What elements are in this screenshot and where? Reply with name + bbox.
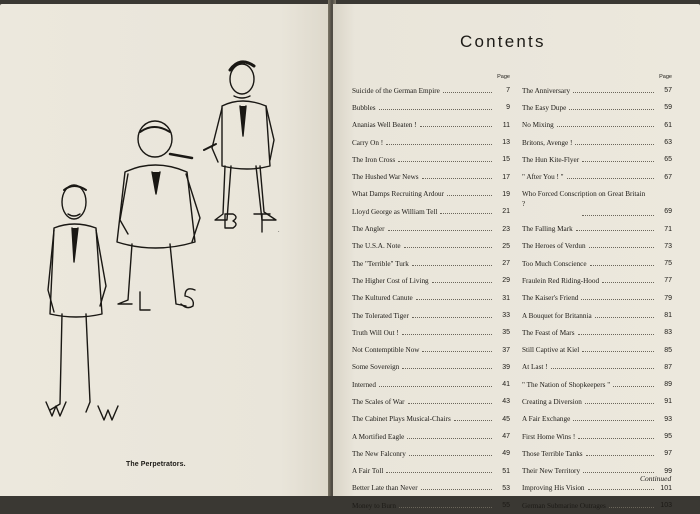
leader-dots bbox=[569, 108, 654, 110]
entry-page-number: 27 bbox=[502, 260, 510, 268]
contents-entry bbox=[352, 238, 510, 255]
leader-dots bbox=[416, 298, 492, 300]
entry-page-number: 69 bbox=[664, 208, 672, 216]
entry-page-number: 85 bbox=[664, 346, 672, 354]
entry-page-number: 61 bbox=[664, 121, 672, 129]
leader-dots bbox=[379, 385, 492, 387]
contents-entry bbox=[522, 359, 672, 376]
leader-dots bbox=[398, 160, 492, 162]
contents-entry bbox=[522, 445, 672, 462]
leader-dots bbox=[399, 506, 492, 508]
entry-title: Bubbles bbox=[352, 103, 376, 112]
entry-title: The U.S.A. Note bbox=[352, 242, 401, 251]
contents-entry bbox=[352, 203, 510, 220]
entry-page-number: 51 bbox=[502, 467, 510, 475]
leader-dots bbox=[582, 350, 654, 352]
entry-title: The Higher Cost of Living bbox=[352, 276, 429, 285]
entry-title: Interned bbox=[352, 380, 376, 389]
entry-title: Fraulein Red Riding-Hood bbox=[522, 276, 600, 285]
entry-title: German Submarine Outrages bbox=[522, 501, 606, 510]
entry-title: " After You ! " bbox=[522, 173, 564, 182]
svg-text:.: . bbox=[278, 228, 280, 234]
entry-title: The Kultured Canute bbox=[352, 294, 413, 303]
leader-dots bbox=[388, 229, 492, 231]
contents-entry bbox=[352, 497, 510, 514]
entry-page-number: 71 bbox=[664, 225, 672, 233]
contents-entry bbox=[352, 272, 510, 289]
entry-title: First Home Wins ! bbox=[522, 432, 576, 441]
contents-entry bbox=[352, 376, 510, 393]
leader-dots bbox=[408, 402, 492, 404]
contents-entry bbox=[352, 480, 510, 497]
leader-dots bbox=[379, 108, 492, 110]
entry-title: Their New Territory bbox=[522, 467, 581, 476]
entry-page-number: 35 bbox=[502, 329, 510, 337]
entry-title: The Iron Cross bbox=[352, 155, 396, 164]
leader-dots bbox=[575, 143, 654, 145]
leader-dots bbox=[422, 350, 492, 352]
contents-entry bbox=[522, 117, 672, 134]
entry-page-number: 47 bbox=[502, 433, 510, 441]
entry-title: The Cabinet Plays Musical-Chairs bbox=[352, 415, 451, 424]
leader-dots bbox=[602, 281, 654, 283]
entry-page-number: 99 bbox=[664, 467, 672, 475]
leader-dots bbox=[422, 177, 492, 179]
entry-page-number: 101 bbox=[660, 484, 672, 492]
leader-dots bbox=[402, 367, 492, 369]
leader-dots bbox=[583, 471, 654, 473]
entry-page-number: 63 bbox=[664, 139, 672, 147]
contents-entry bbox=[352, 290, 510, 307]
leader-dots bbox=[386, 471, 492, 473]
entry-title: " The Nation of Shopkeepers " bbox=[522, 380, 611, 389]
contents-entry bbox=[522, 428, 672, 445]
leader-dots bbox=[578, 333, 655, 335]
entry-page-number: 91 bbox=[664, 398, 672, 406]
entry-title: A Fair Exchange bbox=[522, 415, 571, 424]
entry-title: Better Late than Never bbox=[352, 484, 418, 493]
leader-dots bbox=[409, 454, 492, 456]
entry-page-number: 77 bbox=[664, 277, 672, 285]
entry-page-number: 59 bbox=[664, 104, 672, 112]
leader-dots bbox=[412, 264, 492, 266]
perpetrators-illustration bbox=[20, 44, 310, 444]
entry-page-number: 67 bbox=[664, 173, 672, 181]
entry-title: The Kaiser's Friend bbox=[522, 294, 579, 303]
figure-middle bbox=[117, 121, 200, 306]
entry-page-number: 57 bbox=[664, 87, 672, 95]
contents-entry bbox=[352, 359, 510, 376]
contents-entry bbox=[522, 411, 672, 428]
leader-dots bbox=[595, 316, 654, 318]
entry-title: A Fair Toll bbox=[352, 467, 384, 476]
leader-dots bbox=[582, 160, 654, 162]
entry-page-number: 31 bbox=[502, 294, 510, 302]
leader-dots bbox=[440, 212, 492, 214]
entry-title: The Anniversary bbox=[522, 86, 571, 95]
leader-dots bbox=[578, 437, 654, 439]
entry-page-number: 95 bbox=[664, 433, 672, 441]
contents-entry bbox=[522, 393, 672, 410]
entry-page-number: 41 bbox=[502, 381, 510, 389]
entry-title: The Heroes of Verdun bbox=[522, 242, 586, 251]
leader-dots bbox=[613, 385, 654, 387]
leader-dots bbox=[590, 264, 654, 266]
entry-page-number: 73 bbox=[664, 242, 672, 250]
contents-entry bbox=[522, 168, 672, 185]
entry-page-number: 87 bbox=[664, 363, 672, 371]
entry-title: The Easy Dupe bbox=[522, 103, 567, 112]
contents-list-right bbox=[522, 82, 672, 514]
entry-page-number: 49 bbox=[502, 450, 510, 458]
leader-dots bbox=[386, 143, 492, 145]
leader-dots bbox=[421, 488, 492, 490]
leader-dots bbox=[447, 194, 492, 196]
contents-entry bbox=[522, 272, 672, 289]
entry-title: Those Terrible Tanks bbox=[522, 449, 583, 458]
leader-dots bbox=[582, 214, 654, 216]
entry-page-number: 83 bbox=[664, 329, 672, 337]
entry-title: Some Sovereign bbox=[352, 363, 400, 372]
entry-title: The Hushed War News bbox=[352, 173, 419, 182]
contents-entry bbox=[352, 393, 510, 410]
contents-entry bbox=[352, 324, 510, 341]
page-column-label: Page bbox=[659, 74, 672, 80]
entry-title: Lloyd George as William Tell bbox=[352, 207, 438, 216]
entry-title: The "Terrible" Turk bbox=[352, 259, 409, 268]
entry-page-number: 23 bbox=[502, 225, 510, 233]
contents-list-left bbox=[352, 82, 510, 514]
entry-page-number: 103 bbox=[660, 502, 672, 510]
leader-dots bbox=[557, 125, 654, 127]
entry-title: Who Forced Conscription on Great Britain ? bbox=[522, 189, 646, 208]
entry-title: The Scales of War bbox=[352, 397, 405, 406]
entry-title: A Bouquet for Britannia bbox=[522, 311, 592, 320]
entry-page-number: 39 bbox=[502, 363, 510, 371]
contents-entry bbox=[352, 341, 510, 358]
contents-entry bbox=[522, 99, 672, 116]
continued-note: Continued bbox=[640, 474, 672, 483]
contents-entry bbox=[522, 376, 672, 393]
contents-entry bbox=[352, 168, 510, 185]
contents-entry bbox=[522, 134, 672, 151]
entry-title: Still Captive at Kiel bbox=[522, 346, 580, 355]
contents-entry bbox=[352, 186, 510, 203]
entry-title: Improving His Vision bbox=[522, 484, 585, 493]
contents-entry bbox=[522, 220, 672, 237]
leader-dots bbox=[443, 91, 492, 93]
leader-dots bbox=[412, 316, 492, 318]
contents-entry bbox=[352, 255, 510, 272]
contents-entry bbox=[352, 220, 510, 237]
leader-dots bbox=[402, 333, 492, 335]
contents-entry bbox=[522, 151, 672, 168]
entry-title: At Last ! bbox=[522, 363, 548, 372]
entry-page-number: 97 bbox=[664, 450, 672, 458]
entry-title: Suicide of the German Empire bbox=[352, 86, 440, 95]
entry-page-number: 21 bbox=[502, 208, 510, 216]
entry-page-number: 7 bbox=[506, 87, 510, 95]
entry-page-number: 11 bbox=[502, 121, 510, 129]
contents-entry bbox=[522, 255, 672, 272]
entry-title: The Falling Mark bbox=[522, 225, 573, 234]
contents-entry bbox=[352, 117, 510, 134]
entry-page-number: 81 bbox=[664, 312, 672, 319]
leader-dots bbox=[589, 246, 654, 248]
entry-title: Not Contemptible Now bbox=[352, 346, 420, 355]
figure-left bbox=[48, 185, 106, 412]
contents-entry bbox=[522, 497, 672, 514]
leader-dots bbox=[454, 419, 492, 421]
entry-page-number: 29 bbox=[502, 277, 510, 285]
contents-entry bbox=[352, 134, 510, 151]
entry-page-number: 15 bbox=[502, 156, 510, 164]
contents-entry bbox=[522, 307, 672, 324]
entry-page-number: 9 bbox=[506, 104, 510, 112]
entry-page-number: 17 bbox=[502, 173, 510, 181]
leader-dots bbox=[573, 91, 654, 93]
entry-title: The New Falconry bbox=[352, 449, 406, 458]
contents-entry bbox=[522, 324, 672, 341]
contents-heading: Contents bbox=[460, 32, 546, 51]
entry-page-number: 55 bbox=[502, 502, 510, 510]
entry-page-number: 19 bbox=[502, 190, 510, 198]
entry-page-number: 65 bbox=[664, 156, 672, 164]
entry-title: Too Much Conscience bbox=[522, 259, 587, 268]
leader-dots bbox=[609, 506, 654, 508]
contents-entry bbox=[522, 186, 672, 221]
entry-title: Creating a Diversion bbox=[522, 397, 582, 406]
leader-dots bbox=[404, 246, 492, 248]
leader-dots bbox=[567, 177, 654, 179]
entry-title: The Hun Kite-Flyer bbox=[522, 155, 580, 164]
leader-dots bbox=[551, 367, 654, 369]
entry-title: The Angler bbox=[352, 225, 385, 234]
contents-entry bbox=[352, 307, 510, 324]
entry-page-number: 53 bbox=[502, 484, 510, 492]
contents-entry bbox=[352, 82, 510, 99]
leader-dots bbox=[585, 402, 654, 404]
entry-title: No Mixing bbox=[522, 121, 554, 130]
contents-entry bbox=[522, 238, 672, 255]
contents-entry bbox=[352, 151, 510, 168]
leader-dots bbox=[573, 419, 654, 421]
contents-entry bbox=[352, 445, 510, 462]
entry-title: A Mortified Eagle bbox=[352, 432, 405, 441]
entry-page-number: 93 bbox=[664, 415, 672, 423]
contents-entry bbox=[352, 99, 510, 116]
entry-page-number: 43 bbox=[502, 398, 510, 406]
entry-title: Britons, Avenge ! bbox=[522, 138, 573, 147]
entry-page-number: 33 bbox=[502, 312, 510, 319]
entry-title: Truth Will Out ! bbox=[352, 328, 399, 337]
page-column-label: Page bbox=[497, 74, 510, 80]
leader-dots bbox=[588, 488, 654, 490]
entry-title: Money to Burn bbox=[352, 501, 396, 510]
figure-right bbox=[204, 62, 276, 220]
entry-page-number: 89 bbox=[664, 381, 672, 389]
entry-title: The Tolerated Tiger bbox=[352, 311, 409, 320]
leader-dots bbox=[576, 229, 654, 231]
contents-column-left bbox=[352, 74, 510, 514]
entry-page-number: 79 bbox=[664, 294, 672, 302]
contents-entry bbox=[352, 428, 510, 445]
contents-entry bbox=[522, 341, 672, 358]
entry-title: What Damps Recruiting Ardour bbox=[352, 190, 445, 199]
leader-dots bbox=[581, 298, 654, 300]
entry-page-number: 45 bbox=[502, 415, 510, 423]
entry-title: Carry On ! bbox=[352, 138, 384, 147]
entry-page-number: 25 bbox=[502, 242, 510, 250]
illustration-caption: The Perpetrators. bbox=[126, 461, 186, 468]
leader-dots bbox=[420, 125, 492, 127]
contents-entry bbox=[352, 463, 510, 480]
entry-page-number: 13 bbox=[502, 139, 510, 147]
left-page bbox=[0, 4, 330, 496]
leader-dots bbox=[407, 437, 492, 439]
entry-title: Ananias Well Beaten ! bbox=[352, 121, 417, 130]
contents-entry bbox=[352, 411, 510, 428]
contents-entry bbox=[522, 290, 672, 307]
entry-page-number: 37 bbox=[502, 346, 510, 354]
contents-column-right bbox=[522, 74, 672, 514]
entry-page-number: 75 bbox=[664, 260, 672, 268]
contents-entry bbox=[522, 82, 672, 99]
entry-title: The Feast of Mars bbox=[522, 328, 575, 337]
leader-dots bbox=[586, 454, 654, 456]
leader-dots bbox=[432, 281, 492, 283]
